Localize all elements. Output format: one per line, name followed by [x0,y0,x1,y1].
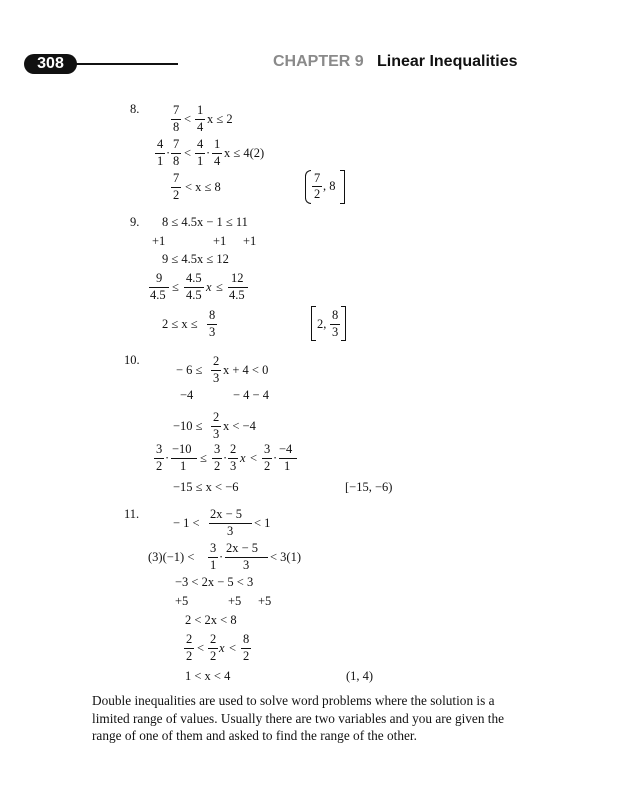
term: +1 [152,234,166,248]
numerator: 7 [173,103,180,117]
expression: < 3(1) [270,550,301,564]
expression: 2, [317,317,327,331]
numerator: 3 [156,442,163,456]
numerator: 3 [264,442,271,456]
problem-9-number: 9. [130,215,140,229]
numerator: 12 [231,271,244,285]
denominator: 3 [230,459,237,473]
operator: · [219,550,224,564]
denominator: 1 [197,154,204,168]
header-rule [70,63,178,65]
numerator: 7 [314,171,321,185]
operator: ≤ [200,451,207,465]
numerator: 2 [210,632,217,646]
expression: , 8 [323,179,336,193]
numerator: 8 [243,632,250,646]
problem-11-number: 11. [124,507,140,521]
numerator: 3 [210,541,217,555]
expression: 2 ≤ x ≤ [162,317,198,331]
operator: ≤ [216,280,223,294]
term: +5 [258,594,272,608]
denominator: 2 [186,649,193,663]
numerator: 7 [173,137,180,151]
variable: x [206,280,212,294]
denominator: 2 [210,649,217,663]
numerator: 1 [214,137,221,151]
problem-11-step-7: 1 < x < 4 [185,669,231,683]
numerator: 8 [332,308,339,322]
numerator: 2x − 5 [226,541,259,555]
problem-10-answer: [−15, −6) [345,480,393,494]
numerator: 2x − 5 [210,507,243,521]
denominator: 3 [209,325,216,339]
chapter-label: CHAPTER 9 [273,53,364,70]
chapter-title: Linear Inequalities [377,53,518,70]
numerator: 1 [197,103,204,117]
denominator: 3 [243,558,250,572]
expression: x ≤ 4(2) [224,146,265,160]
numerator: 8 [209,308,216,322]
expression: − 6 ≤ [176,363,203,377]
denominator: 2 [173,188,180,202]
problem-11-step-5: 2 < 2x < 8 [185,613,237,627]
expression: < 1 [254,516,271,530]
operator: · [206,146,211,160]
problem-10-number: 10. [124,353,140,367]
denominator: 4 [197,120,204,134]
expression: x < −4 [223,419,256,433]
denominator: 4.5 [150,288,166,302]
page-number: 308 [24,54,77,74]
expression: x ≤ 2 [207,112,233,126]
denominator: 3 [332,325,339,339]
problem-8-number: 8. [130,102,140,116]
numerator: 7 [173,171,180,185]
denominator: 2 [243,649,250,663]
denominator: 2 [314,187,321,201]
denominator: 2 [156,459,163,473]
term: +1 [213,234,227,248]
expression: (3)(−1) < [148,550,195,564]
variable: x [240,451,246,465]
operator: < [197,641,205,655]
numerator: 4.5 [186,271,202,285]
expression: − 1 < [173,516,200,530]
numerator: 2 [186,632,193,646]
numerator: −10 [172,442,192,456]
denominator: 4.5 [186,288,202,302]
numerator: 2 [213,354,220,368]
denominator: 2 [264,459,271,473]
term: +5 [175,594,189,608]
term: −4 [180,388,194,402]
numerator: −4 [279,442,293,456]
operator: · [273,451,278,465]
denominator: 4.5 [229,288,245,302]
problem-10-step-5: −15 ≤ x < −6 [173,480,239,494]
operator: < [184,112,192,126]
denominator: 1 [284,459,291,473]
operator: < [184,146,192,160]
operator: · [223,451,228,465]
problem-11-step-3: −3 < 2x − 5 < 3 [175,575,254,589]
term: +1 [243,234,257,248]
problem-9-step-1: 8 ≤ 4.5x − 1 ≤ 11 [162,215,248,229]
term: − 4 − 4 [233,388,269,402]
denominator: 1 [180,459,187,473]
body-paragraph: Double inequalities are used to solve word problems where the solution is a limited range of values. Usually there are two variables and you are given the range of one of them and asked to find the range of the other. [92,693,505,743]
term: +5 [228,594,242,608]
expression: x + 4 < 0 [223,363,269,377]
denominator: 1 [210,558,217,572]
denominator: 8 [173,120,180,134]
numerator: 3 [214,442,221,456]
numerator: 4 [157,137,164,151]
denominator: 8 [173,154,180,168]
problem-9-step-3: 9 ≤ 4.5x ≤ 12 [162,252,229,266]
numerator: 9 [156,271,163,285]
denominator: 3 [227,524,234,538]
denominator: 2 [214,459,221,473]
denominator: 3 [213,427,220,441]
operator: < [229,641,237,655]
operator: · [165,451,170,465]
operator: ≤ [172,280,179,294]
operator: · [166,146,171,160]
denominator: 1 [157,154,164,168]
expression: −10 ≤ [173,419,203,433]
denominator: 4 [214,154,221,168]
numerator: 2 [230,442,237,456]
problem-11-answer: (1, 4) [346,669,374,683]
expression: < x ≤ 8 [185,180,221,194]
numerator: 4 [197,137,204,151]
numerator: 2 [213,410,220,424]
denominator: 3 [213,371,220,385]
operator: < [250,451,258,465]
variable: x [219,641,225,655]
